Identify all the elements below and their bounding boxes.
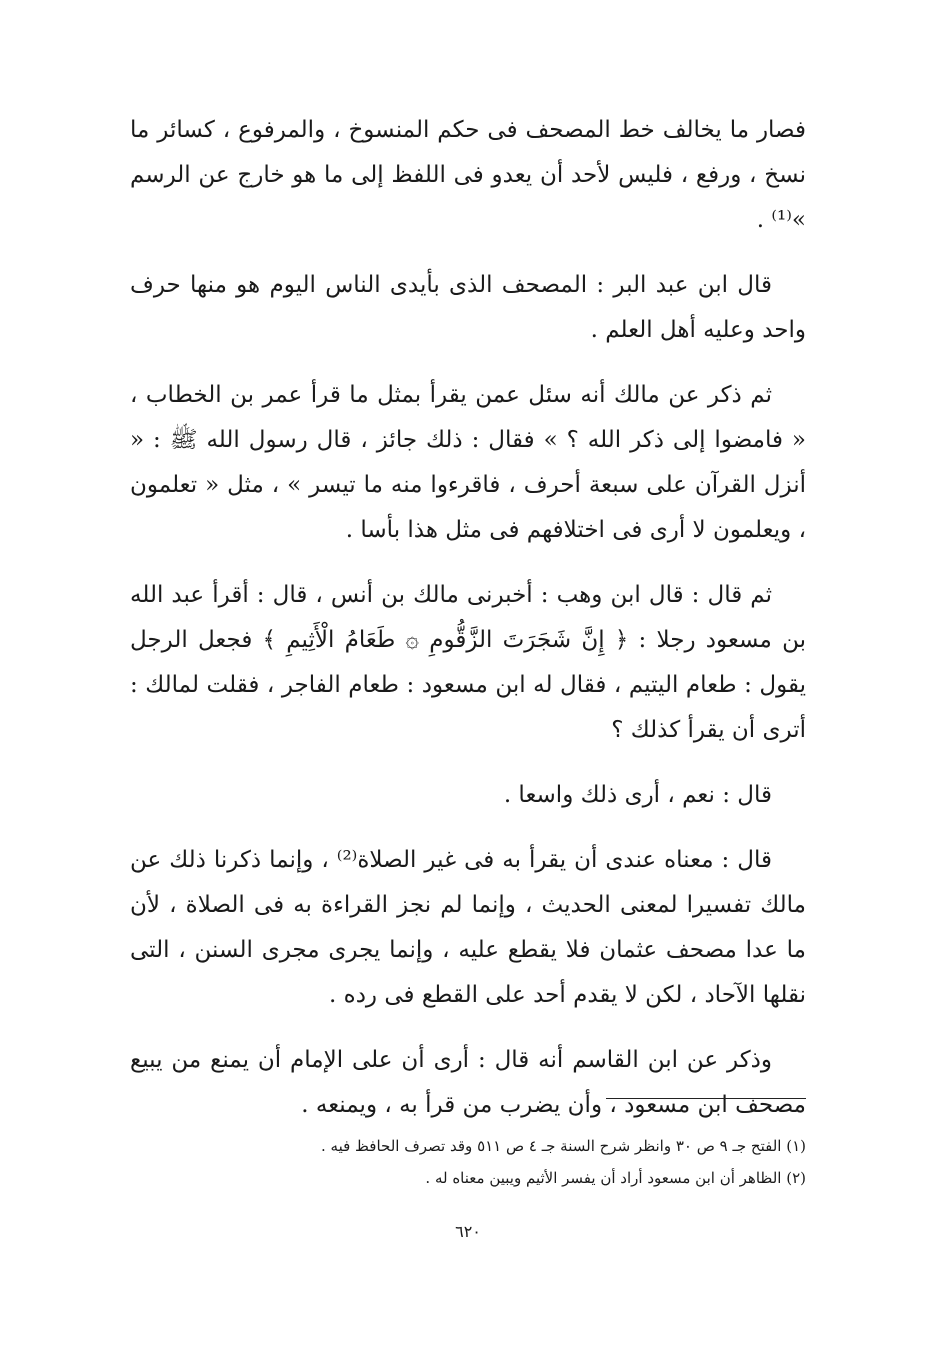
footnote-2: (٢) الظاهر أن ابن مسعود أراد أن يفسر الأثيم ويبين معناه له . <box>425 1169 806 1187</box>
page-number: ٦٢٠ <box>455 1222 481 1241</box>
paragraph-1: فصار ما يخالف خط المصحف فى حكم المنسوخ ، والمرفوع ، كسائر ما نسخ ، ورفع ، فليس لأحد أن يعدو فى اللفظ إلى ما هو خارج عن الرسم »⁽¹⁾ . <box>130 117 806 233</box>
paragraph-2: قال ابن عبد البر : المصحف الذى بأيدى الناس اليوم هو منها حرف واحد وعليه أهل العلم . <box>130 272 806 343</box>
paragraph-5: قال : نعم ، أرى ذلك واسعا . <box>503 782 772 808</box>
paragraph-7: وذكر عن ابن القاسم أنه قال : أرى أن على الإمام أن يمنع من يبيع مصحف ابن مسعود ، وأن يضرب من قرأ به ، ويمنعه . <box>130 1047 806 1118</box>
paragraph-3: ثم ذكر عن مالك أنه سئل عمن يقرأ بمثل ما قرأ عمر بن الخطاب ، « فامضوا إلى ذكر الله ؟ » فقال : ذلك جائز ، قال رسول الله ﷺ : « أنزل القرآن على سبعة أحرف ، فاقرءوا منه ما تيسر » ، مثل « تعلمون ، ويعلمون لا أرى فى اختلافهم فى مثل هذا بأسا . <box>130 382 806 543</box>
paragraph-4: ثم قال : قال ابن وهب : أخبرنى مالك بن أنس ، قال : أقرأ عبد الله بن مسعود رجلا : ﴿ إِنَّ شَجَرَتَ الزَّقُّومِ ۞ طَعَامُ الْأَثِيمِ ﴾ فجعل الرجل يقول : طعام اليتيم ، فقال له ابن مسعود : طعام الفاجر ، فقلت لمالك : أترى أن يقرأ كذلك ؟ <box>130 582 806 743</box>
main-text <box>130 108 806 1148</box>
footnote-divider <box>606 1098 806 1099</box>
paragraph-6: قال : معناه عندى أن يقرأ به فى غير الصلاة⁽²⁾ ، وإنما ذكرنا ذلك عن مالك تفسيرا لمعنى الحديث ، وإنما لم نجز القراءة به فى الصلاة ، لأن ما عدا مصحف عثمان فلا يقطع عليه ، وإنما يجرى مجرى السنن ، التى نقلها الآحاد ، لكن لا يقدم أحد على القطع فى رده . <box>130 847 806 1008</box>
footnotes <box>130 1130 806 1194</box>
footnote-1: (١) الفتح جـ ٩ ص ٣٠ وانظر شرح السنة جـ ٤ ص ٥١١ وقد تصرف الحافظ فيه . <box>321 1137 806 1155</box>
